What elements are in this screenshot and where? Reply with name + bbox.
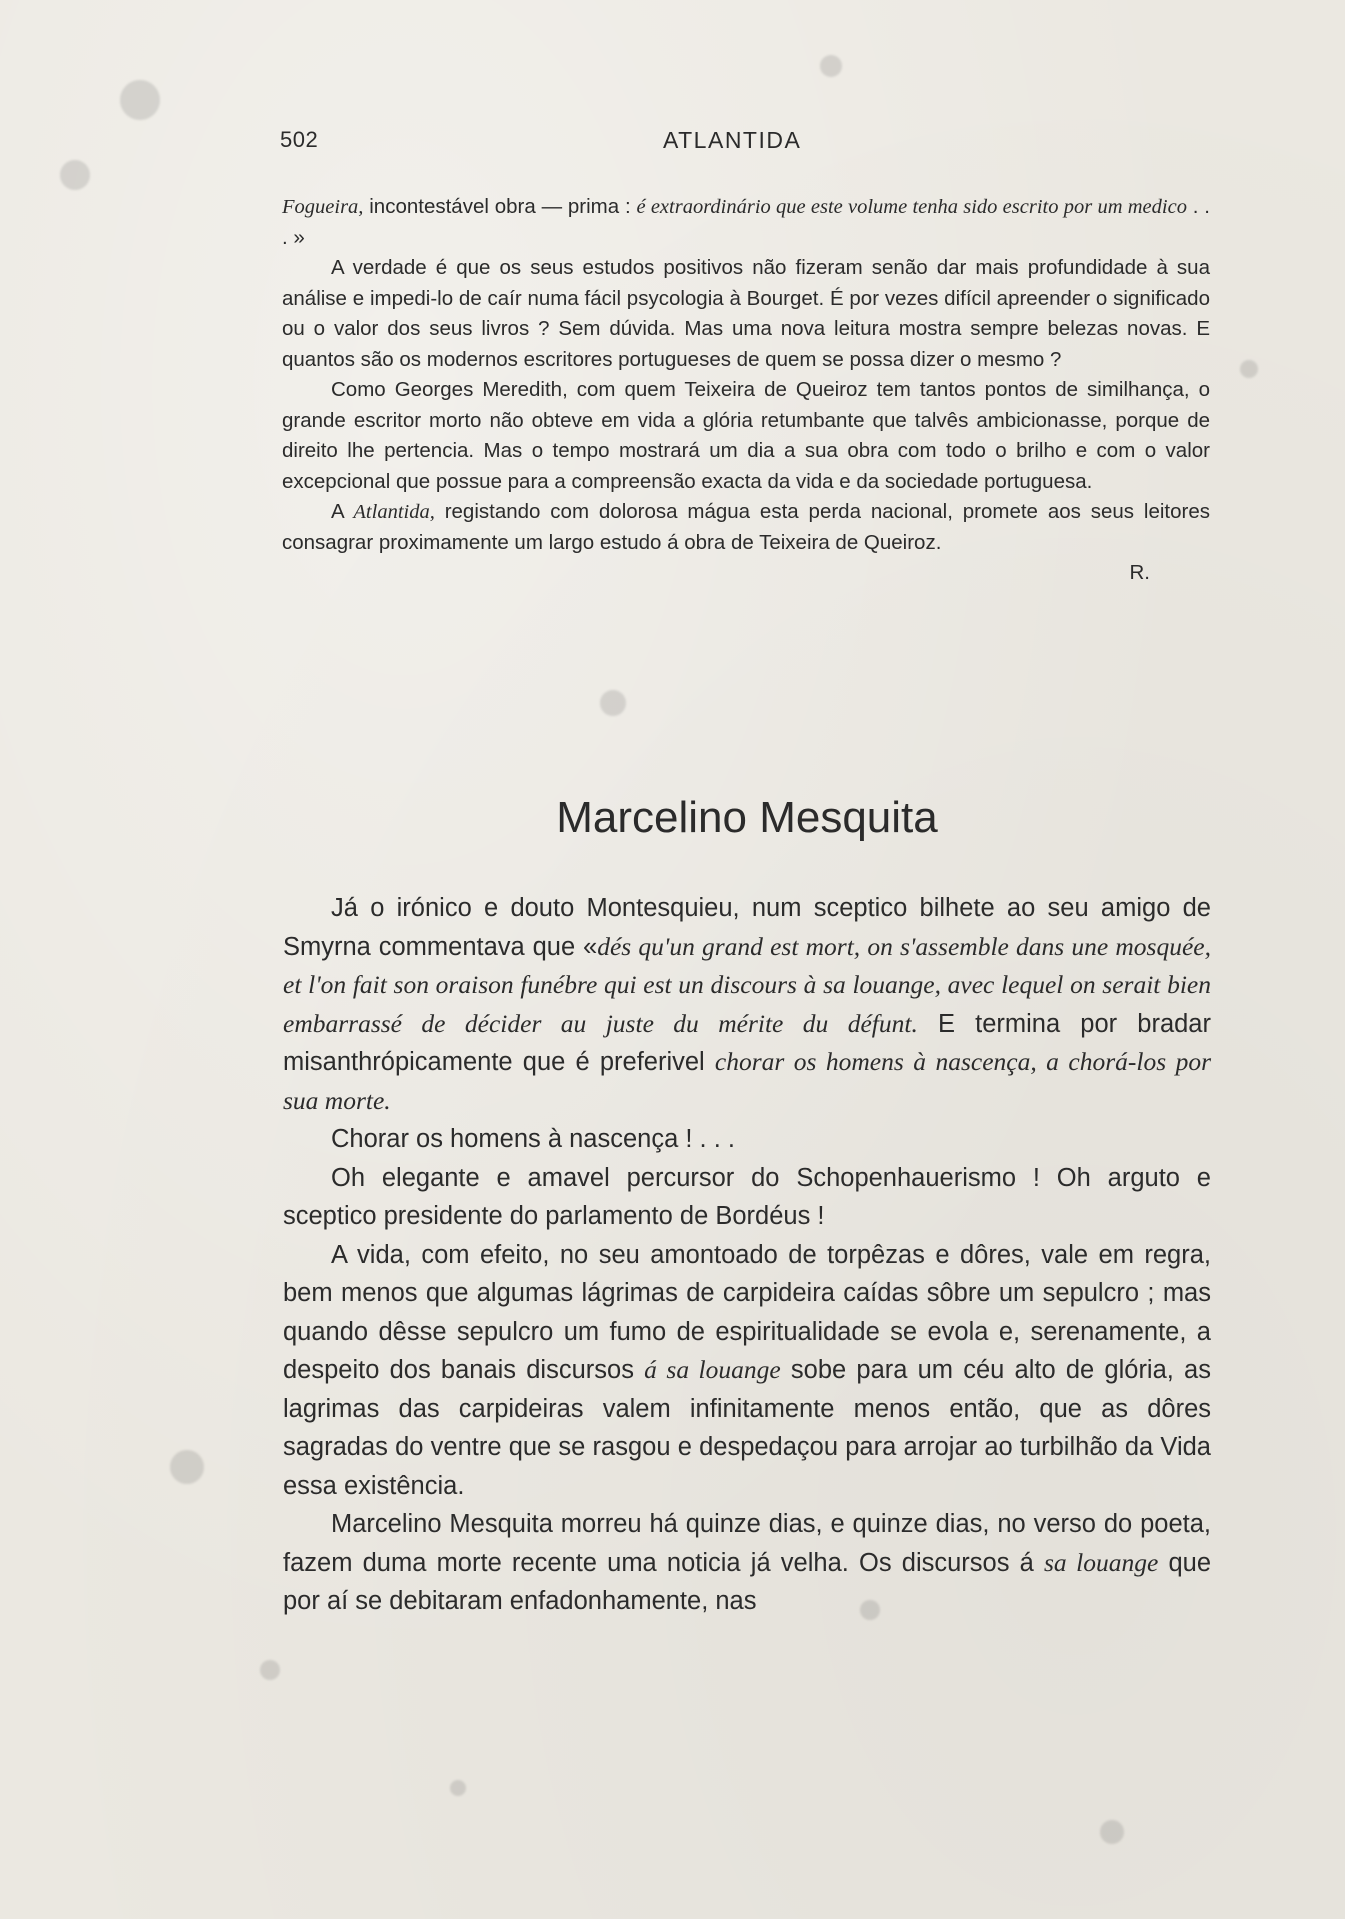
- italic-text: Atlantida,: [353, 501, 435, 523]
- paragraph: Já o irónico e douto Montesquieu, num sceptico bilhete ao seu amigo de Smyrna commentava que «dés qu'un grand est mort, on s'assemble dans une mosquée, et l'on fait son oraison funébre qui est un discours à sa louange, avec lequel on serait bien embarrassé de décider au juste du mérite du défunt. E termina por bradar misanthrópicamente que é preferivel chorar os homens à nascença, a chorá-los por sua morte.: [283, 894, 1211, 1115]
- italic-text: sa louange: [1044, 1547, 1159, 1577]
- italic-text: Fogueira,: [282, 196, 364, 218]
- page-number: 502: [280, 127, 319, 152]
- paragraph: Oh elegante e amavel percursor do Schopenhauerismo ! Oh arguto e sceptico presidente do parlamento de Bordéus !: [283, 1163, 1211, 1230]
- paragraph: Marcelino Mesquita morreu há quinze dias, e quinze dias, no verso do poeta, fazem duma morte recente uma noticia já velha. Os discursos á sa louange que por aí se debitaram enfadonhamente, nas: [283, 1510, 1212, 1615]
- italic-quote: é extraordinário que este volume tenha sido escrito por um medico: [636, 196, 1187, 218]
- paper-speck: [60, 160, 90, 190]
- paragraph: Chorar os homens à nascença ! . . .: [331, 1125, 735, 1153]
- paper-speck: [170, 1450, 204, 1484]
- italic-text: á sa louange: [644, 1355, 781, 1384]
- author-signature: R.: [1129, 561, 1150, 584]
- paragraph: Fogueira, incontestável obra — prima : é extraordinário que este volume tenha sido escrito por um medico . . . »: [282, 195, 1210, 249]
- page-header: [280, 127, 1210, 157]
- paper-speck: [1100, 1820, 1124, 1844]
- paper-speck: [820, 55, 842, 77]
- article-title: Marcelino Mesquita: [556, 793, 938, 842]
- paragraph: A verdade é que os seus estudos positivos não fizeram senão dar mais profundidade à sua análise e impedi-lo de caír numa fácil psycologia à Bourget. É por vezes difícil apreender o significado ou o valor dos seus livros ? Sem dúvida. Mas uma nova leitura mostra sempre belezas novas. E quantos são os modernos escritores portugueses de quem se possa dizer o mesmo ?: [282, 256, 1210, 371]
- paper-speck: [260, 1660, 280, 1680]
- italic-quote: chorar os homens à nascença, a chorá-los por sua morte.: [283, 1047, 1211, 1115]
- running-head: ATLANTIDA: [663, 127, 802, 153]
- paper-speck: [120, 80, 160, 120]
- paragraph: Como Georges Meredith, com quem Teixeira de Queiroz tem tantos pontos de similhança, o grande escritor morto não obteve em vida a glória retumbante que talvês ambicionasse, porque de direito lhe pertencia. Mas o tempo mostrará um dia a sua obra com todo o brilho e com o valor excepcional que possue para a compreensão exacta da vida e da sociedade portuguesa.: [282, 378, 1210, 493]
- paper-speck: [600, 690, 626, 716]
- previous-article-ending: [282, 192, 1210, 589]
- paragraph: A Atlantida, registando com dolorosa mágua esta perda nacional, promete aos seus leitores consagrar proximamente um largo estudo á obra de Teixeira de Queiroz.: [282, 500, 1210, 554]
- paper-speck: [1240, 360, 1258, 378]
- paper-speck: [450, 1780, 466, 1796]
- italic-quote: dés qu'un grand est mort, on s'assemble dans une mosquée, et l'on fait son oraison funébre qui est un discours à sa louange, avec lequel on serait bien embarrassé de décider au juste du mérite du défunt.: [283, 931, 1211, 1038]
- article-body: [283, 889, 1211, 1621]
- paragraph: A vida, com efeito, no seu amontoado de torpêzas e dôres, vale em regra, bem menos que algumas lágrimas de carpideira caídas sôbre um sepulcro ; mas quando dêsse sepulcro um fumo de espiritualidade se evola e, serenamente, a despeito dos banais discursos á sa louange sobe para um céu alto de glória, as lagrimas das carpideiras valem infinitamente menos então, que as dôres sagradas do ventre que se rasgou e despedaçou para arrojar ao turbilhão da Vida essa existência.: [283, 1240, 1211, 1500]
